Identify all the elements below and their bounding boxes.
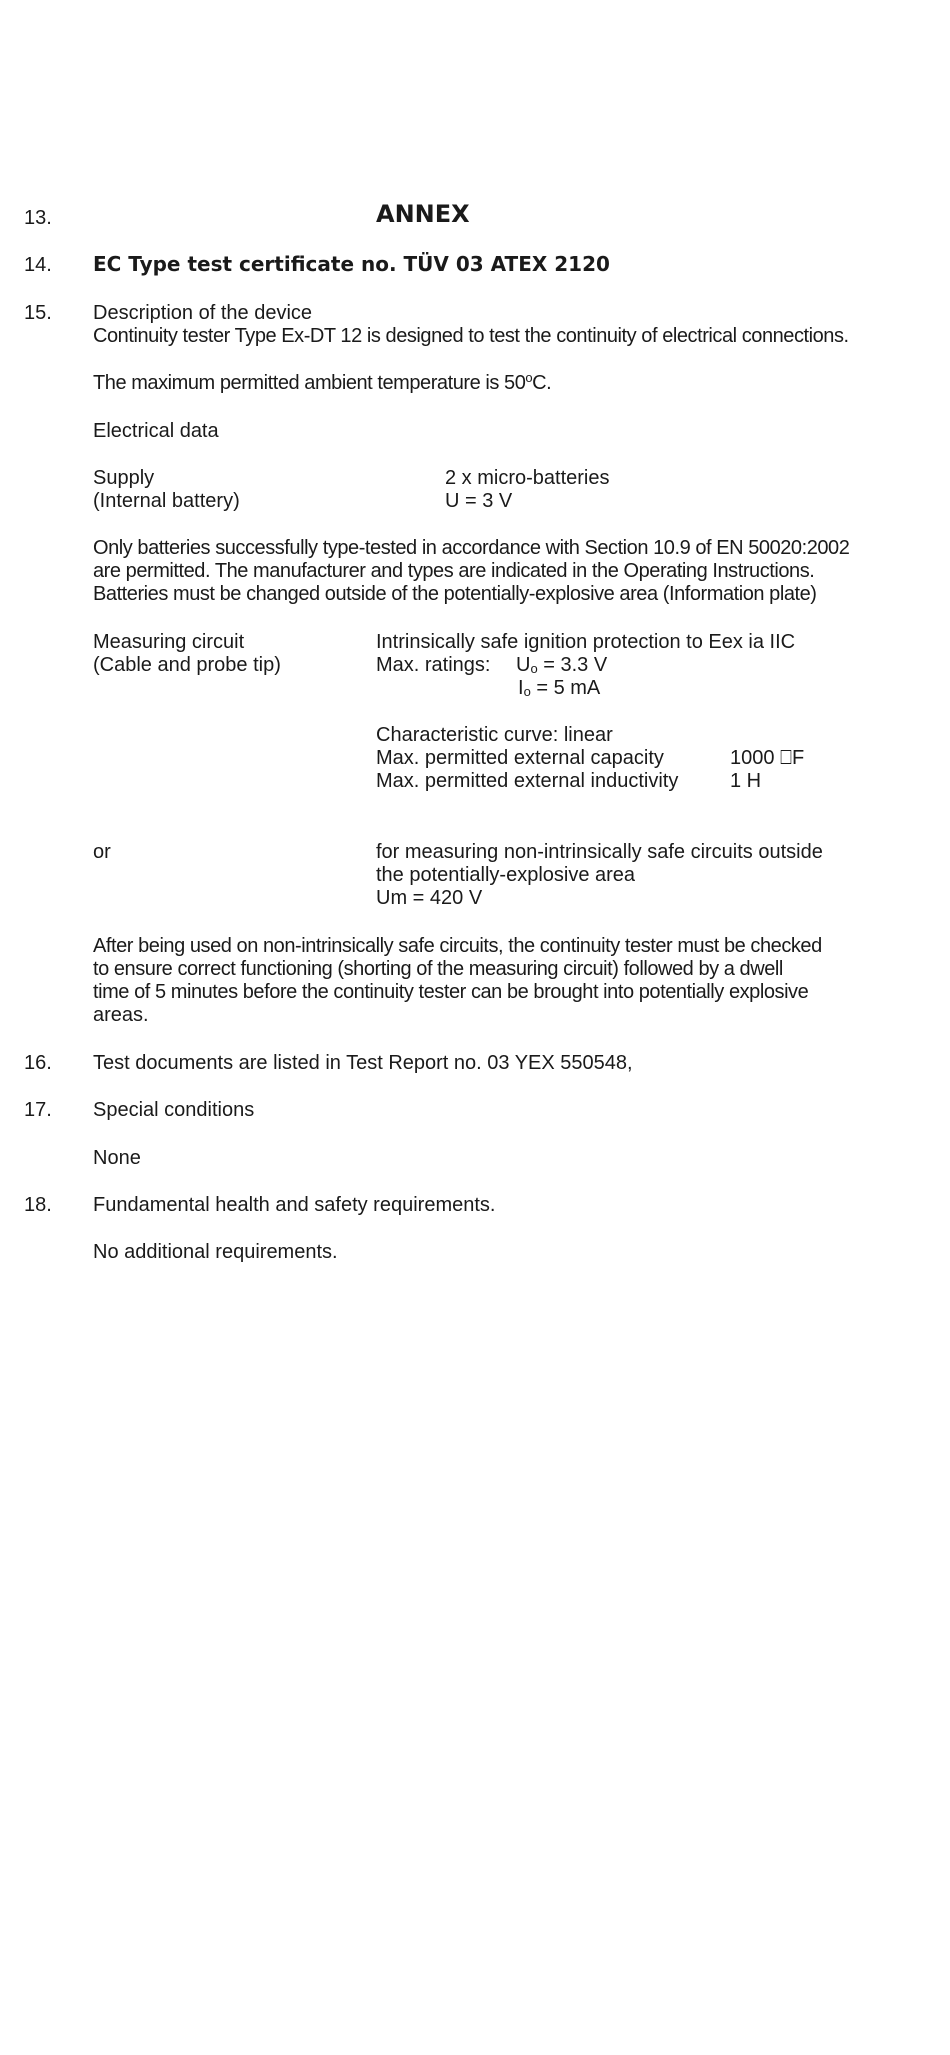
health-safety-value: No additional requirements.	[93, 1241, 338, 1263]
max-ratings-label: Max. ratings:	[376, 654, 491, 676]
section-number-15: 15.	[24, 302, 52, 324]
supply-voltage: U = 3 V	[445, 490, 513, 512]
io-subscript: o	[523, 684, 531, 699]
special-conditions-heading: Special conditions	[93, 1099, 255, 1121]
section-number-13: 13.	[24, 207, 52, 229]
uo-value: = 3.3 V	[537, 654, 608, 676]
inductivity-value: 1 H	[730, 770, 762, 792]
uo-subscript: o	[530, 661, 538, 676]
supply-label: Supply	[93, 467, 155, 489]
section-number-14: 14.	[24, 254, 52, 276]
description-intro: Continuity tester Type Ex-DT 12 is designed to test the continuity of electrical connections.	[93, 325, 849, 347]
description-heading: Description of the device	[93, 302, 313, 324]
uo-rating	[516, 654, 607, 677]
annex-title: ANNEX	[376, 200, 470, 228]
inductivity-label: Max. permitted external inductivity	[376, 770, 679, 792]
certificate-number: EC Type test certificate no. TÜV 03 ATEX 2120	[93, 252, 610, 276]
health-safety-heading: Fundamental health and safety requirements.	[93, 1194, 496, 1216]
section-number-16: 16.	[24, 1052, 52, 1074]
section-number-18: 18.	[24, 1194, 52, 1216]
test-documents-text: Test documents are listed in Test Report no. 03 YEX 550548,	[93, 1052, 633, 1074]
or-label: or	[93, 841, 111, 863]
characteristic-curve: Characteristic curve: linear	[376, 724, 613, 746]
measuring-circuit-sublabel: (Cable and probe tip)	[93, 654, 281, 676]
batteries-line-1: Only batteries successfully type-tested in accordance with Section 10.9 of EN 50020:2002	[93, 537, 850, 559]
ambient-temperature	[93, 372, 551, 395]
section-number-17: 17.	[24, 1099, 52, 1121]
non-intrinsic-line-2: the potentially-explosive area	[376, 864, 636, 886]
electrical-data-heading: Electrical data	[93, 420, 219, 442]
after-use-line-3: time of 5 minutes before the continuity tester can be brought into potentially explosive	[93, 981, 809, 1003]
non-intrinsic-line-1: for measuring non-intrinsically safe circuits outside	[376, 841, 823, 863]
temperature-suffix: C.	[532, 372, 552, 394]
degree-symbol: o	[525, 370, 533, 385]
io-value: = 5 mA	[530, 677, 601, 699]
after-use-line-1: After being used on non-intrinsically safe circuits, the continuity tester must be checked	[93, 935, 822, 957]
supply-value: 2 x micro-batteries	[445, 467, 610, 489]
um-value: Um = 420 V	[376, 887, 483, 909]
io-symbol: I	[518, 677, 524, 699]
supply-sublabel: (Internal battery)	[93, 490, 240, 512]
batteries-line-3: Batteries must be changed outside of the potentially-explosive area (Information plate)	[93, 583, 817, 605]
batteries-line-2: are permitted. The manufacturer and types are indicated in the Operating Instructions.	[93, 560, 815, 582]
capacity-value: 1000 ⎕F	[730, 747, 805, 769]
capacity-label: Max. permitted external capacity	[376, 747, 664, 769]
uo-symbol: U	[516, 654, 531, 676]
ignition-protection: Intrinsically safe ignition protection to Eex ia IIC	[376, 631, 796, 653]
after-use-line-2: to ensure correct functioning (shorting of the measuring circuit) followed by a dwell	[93, 958, 783, 980]
temperature-prefix: The maximum permitted ambient temperature is 50	[93, 372, 526, 394]
measuring-circuit-label: Measuring circuit	[93, 631, 245, 653]
io-rating	[518, 677, 600, 700]
after-use-line-4: areas.	[93, 1004, 149, 1026]
special-conditions-value: None	[93, 1147, 141, 1169]
